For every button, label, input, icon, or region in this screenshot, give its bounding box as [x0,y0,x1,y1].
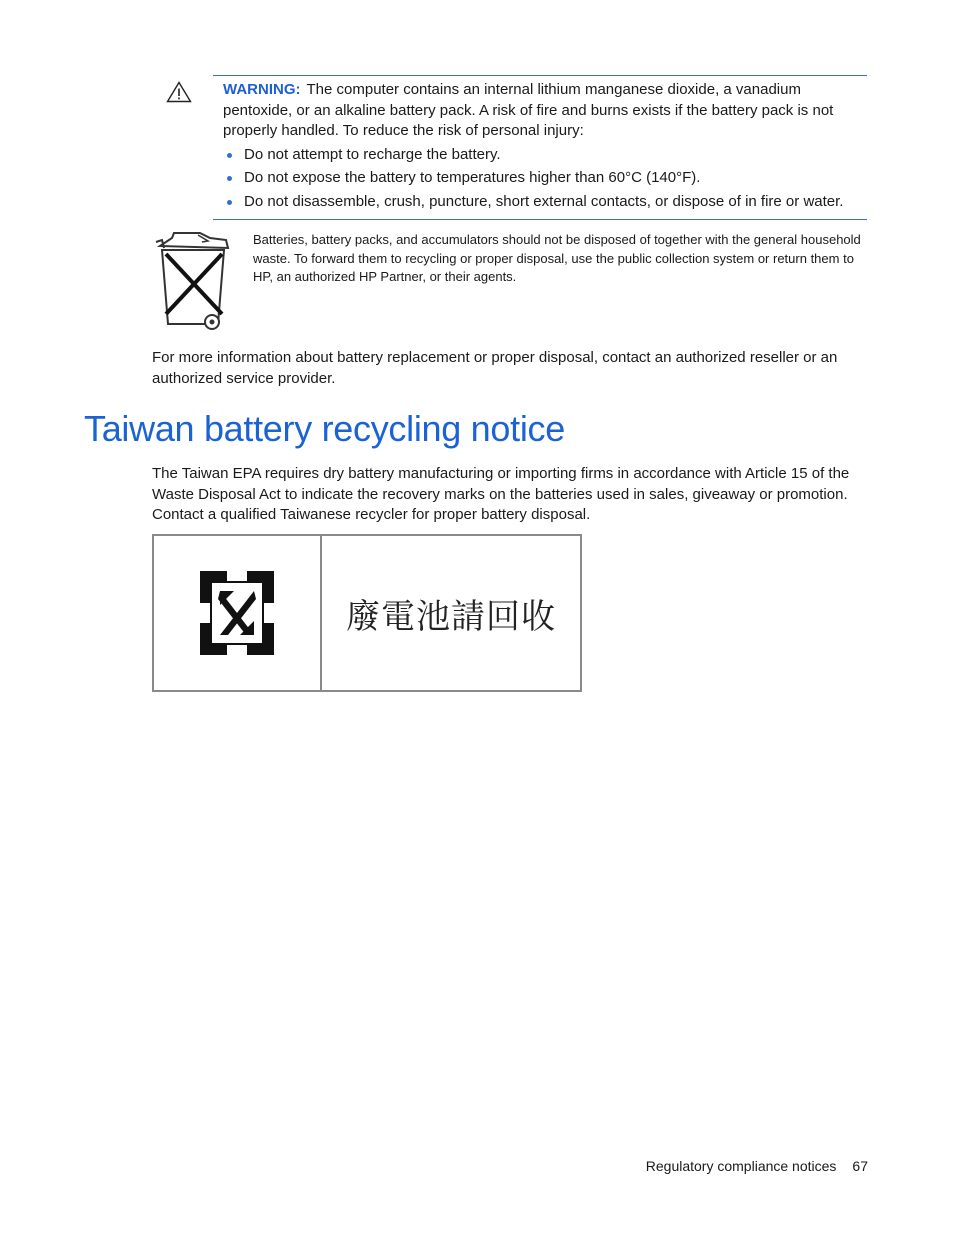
warning-box [213,75,867,220]
warning-list-item: Do not expose the battery to temperatures higher than 60°C (140°F). [223,168,867,189]
page-number: 67 [852,1158,868,1174]
warning-text: The computer contains an internal lithium manganese dioxide, a vanadium pentoxide, or an alkaline battery pack. A risk of fire and burns exists if the battery pack is not properly handled. To reduce the risk of personal injury: [223,81,834,139]
warning-label: WARNING: [223,81,301,98]
recycle-logo-cell [154,536,322,690]
recycle-mark-table [152,534,582,692]
section-heading: Taiwan battery recycling notice [84,408,565,449]
footer-title: Regulatory compliance notices [645,1158,837,1174]
crossed-out-wheelie-bin-icon [152,230,232,332]
section-body: The Taiwan EPA requires dry battery manufacturing or importing firms in accordance with Article 15 of the Waste Disposal Act to indicate the recovery marks on the batteries used in sales, giveaway or promotion. Contact a qualified Taiwanese recycler for proper battery disposal. [152,465,850,523]
taiwan-recycle-mark-icon [190,563,284,663]
warning-list-item: Do not disassemble, crush, puncture, short external contacts, or dispose of in fire or water. [223,192,867,213]
page-footer [646,1158,868,1174]
recycle-text: 廢電池請回收 [346,596,556,637]
recycle-text-cell [322,536,580,690]
disposal-note: Batteries, battery packs, and accumulators should not be disposed of together with the general household waste. To forward them to recycling or proper disposal, use the public collection system or return them to HP, an authorized HP Partner, or their agents. [253,232,861,284]
warning-list [223,145,867,213]
warning-intro [223,80,867,142]
warning-list-item: Do not attempt to recharge the battery. [223,145,867,166]
warning-triangle-icon [166,81,192,103]
more-info-paragraph: For more information about battery replacement or proper disposal, contact an authorized reseller or an authorized service provider. [152,349,838,387]
